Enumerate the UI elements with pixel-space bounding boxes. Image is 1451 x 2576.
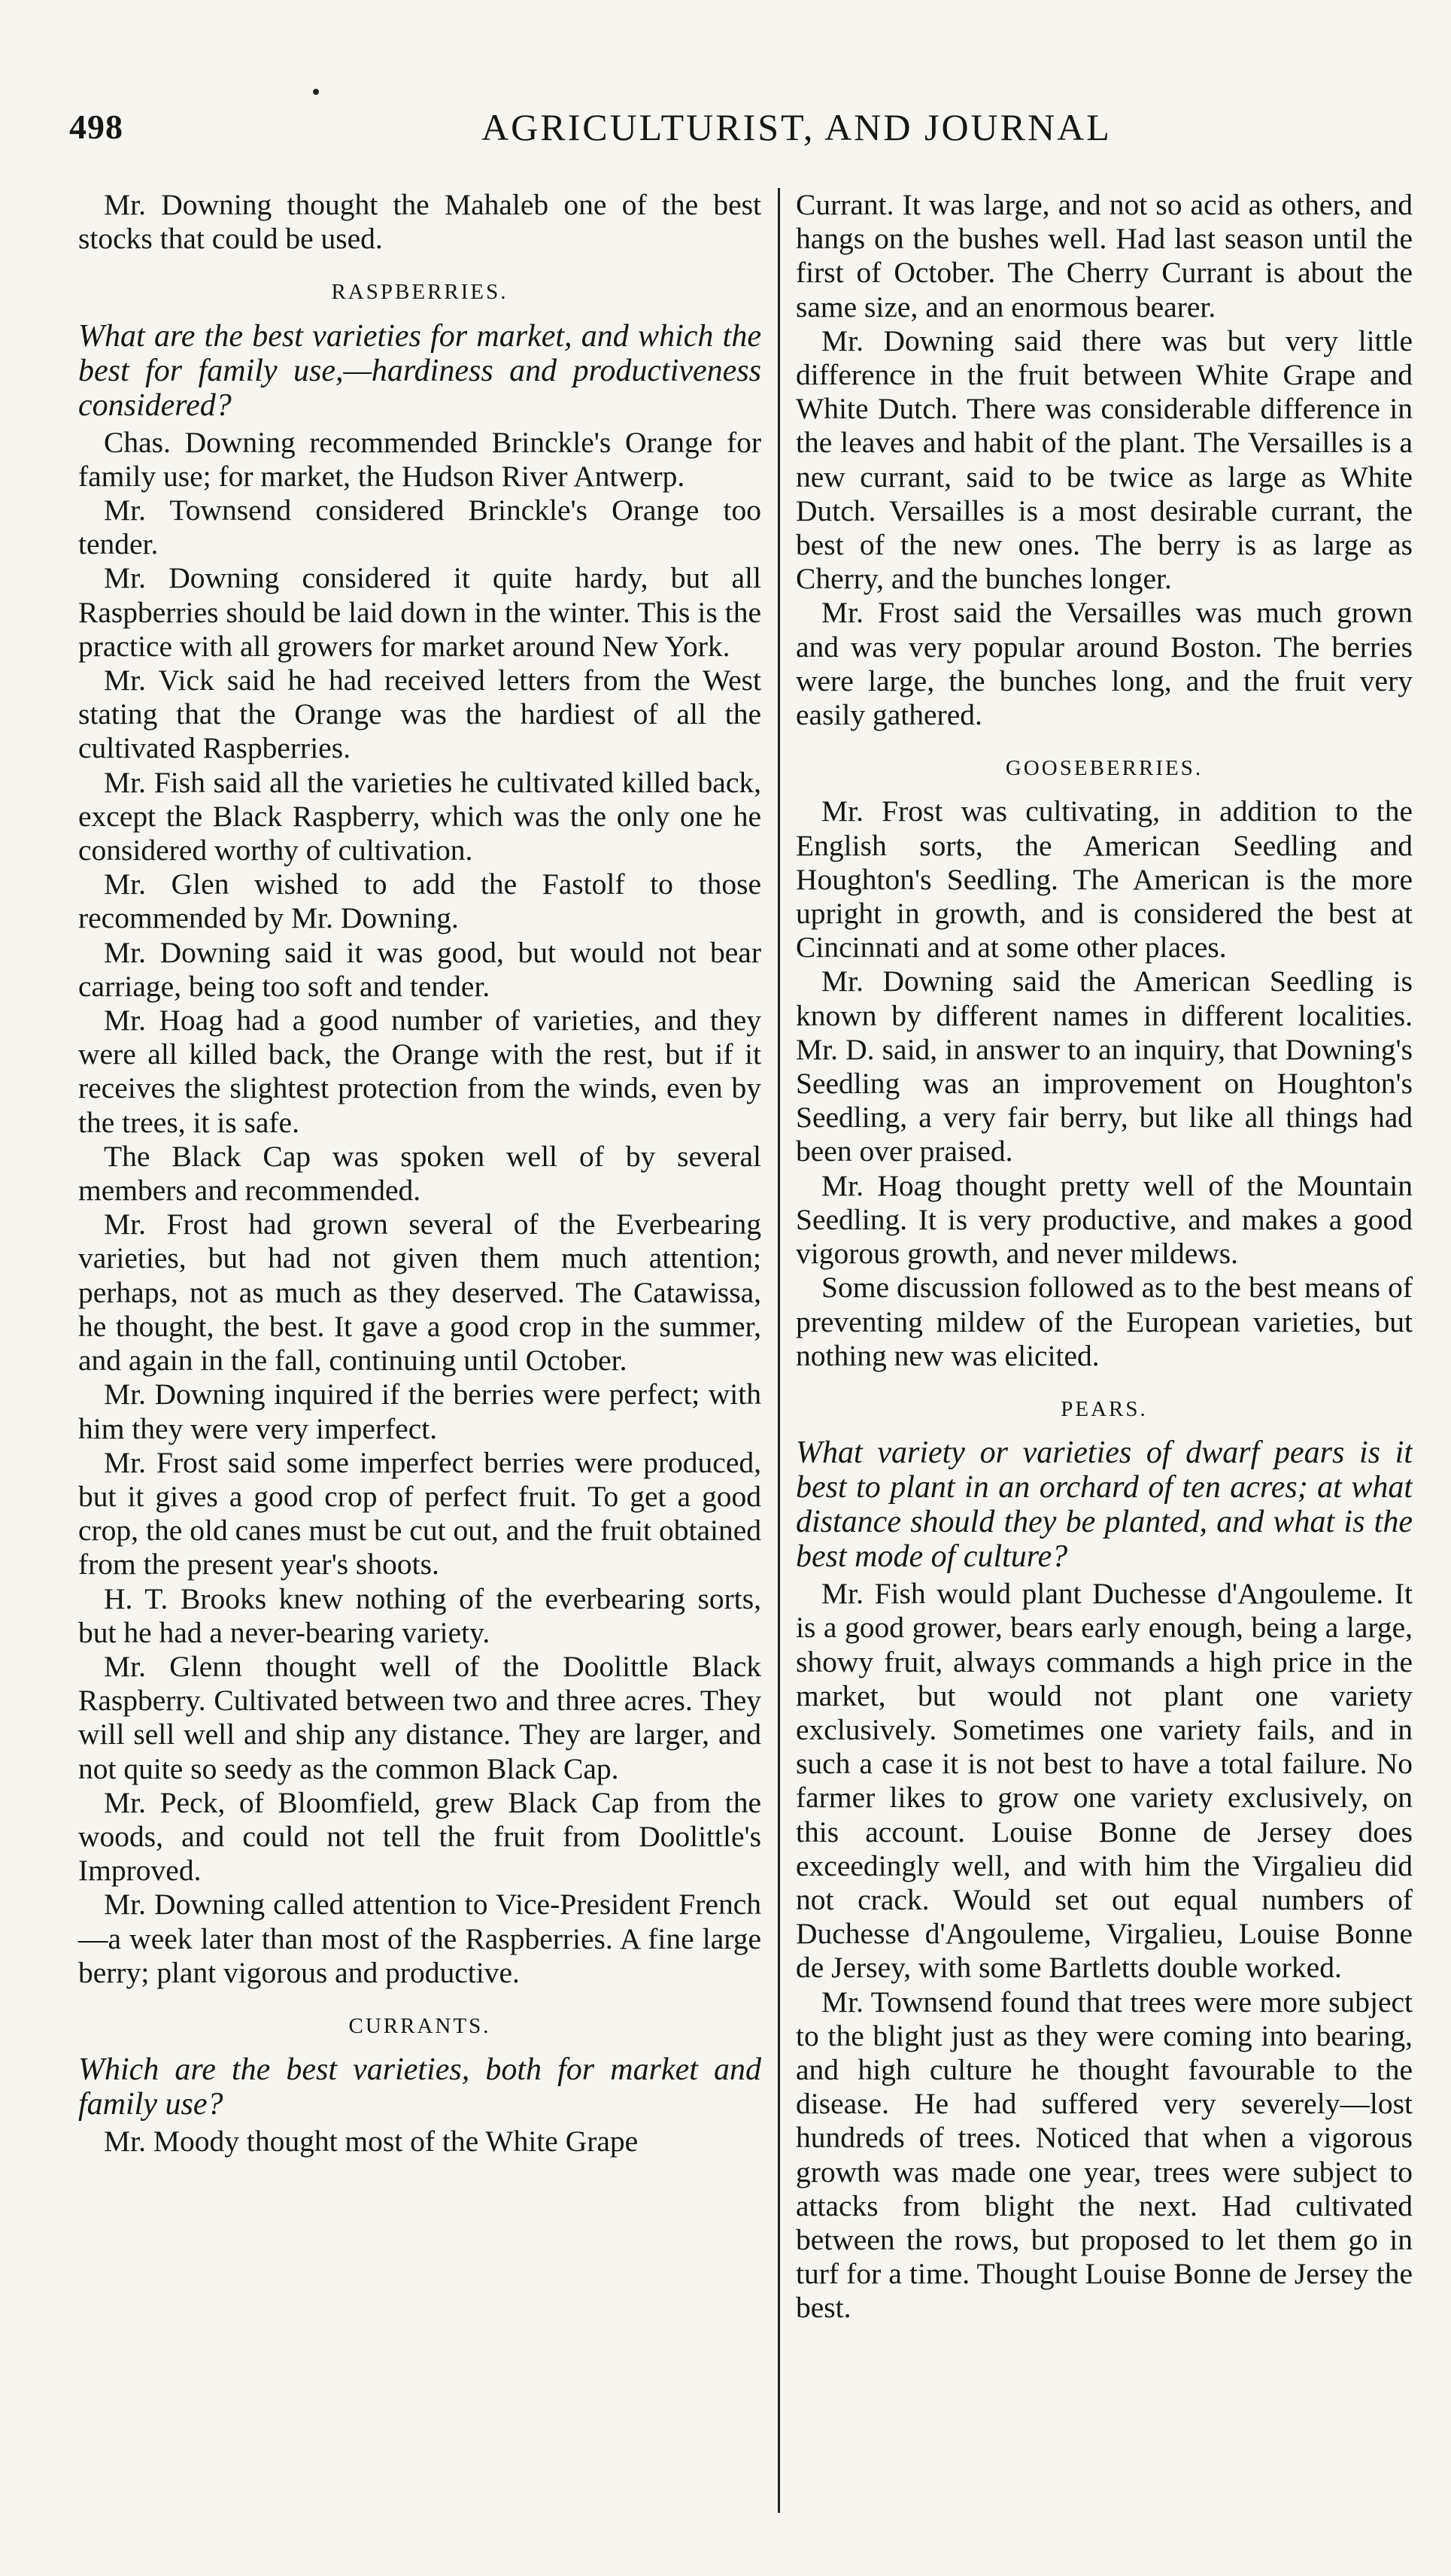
paragraph: Mr. Hoag thought pretty well of the Mountain Seedling. It is very productive, and makes a good vigorous growth, and never mildews. <box>796 1168 1413 1271</box>
paragraph: Mr. Downing said there was but very little difference in the fruit between White Grape and White Dutch. There was considerable difference in the leaves and habit of the plant. The Versailles is a new currant, said to be twice as large as White Dutch. Versailles is a most desirable currant, the best of the new ones. The berry is as large as Cherry, and the bunches longer. <box>796 324 1413 596</box>
paragraph: Some discussion followed as to the best means of preventing mildew of the European varieties, but nothing new was elicited. <box>796 1271 1413 1372</box>
paragraph: Mr. Frost had grown several of the Everbearing varieties, but had not given them much attention; perhaps, not as much as they deserved. The Catawissa, he thought, the best. It gave a good crop in the summer, and again in the fall, continuing until October. <box>78 1208 761 1378</box>
left-column <box>78 188 761 2158</box>
paragraph: Chas. Downing recommended Brinckle's Orange for family use; for market, the Hudson River Antwerp. <box>78 425 761 493</box>
paragraph: Mr. Fish would plant Duchesse d'Angouleme. It is a good grower, bears early enough, being a large, showy fruit, always commands a high price in the market, but would not plant one variety exclusively. Sometimes one variety fails, and in such a case it is not best to have a total failure. No farmer likes to grow one variety exclusively, on this account. Louise Bonne de Jersey does exceedingly well, and with him the Virgalieu did not crack. Would set out equal numbers of Duchesse d'Angouleme, Virgalieu, Louise Bonne de Jersey, with some Bartletts double worked. <box>796 1577 1413 1985</box>
paragraph: Mr. Downing called attention to Vice-President French—a week later than most of the Raspberries. A fine large berry; plant vigorous and productive. <box>78 1888 761 1989</box>
paragraph: Mr. Downing inquired if the berries were perfect; with him they were very imperfect. <box>78 1378 761 1445</box>
paragraph: Mr. Frost was cultivating, in addition to the English sorts, the American Seedling and Houghton's Seedling. The American is the more upright in growth, and is considered the best at Cincinnati and at some other places. <box>796 794 1413 964</box>
paragraph: The Black Cap was spoken well of by several members and recommended. <box>78 1139 761 1208</box>
running-head: AGRICULTURIST, AND JOURNAL <box>481 106 1112 148</box>
page-number: 498 <box>69 108 123 146</box>
section-question: Which are the best varieties, both for market and family use? <box>78 2052 761 2122</box>
paragraph: Mr. Downing said it was good, but would not bear carriage, being too soft and tender. <box>78 935 761 1003</box>
paragraph: Mr. Vick said he had received letters from the West stating that the Orange was the hardiest of all the cultivated Raspberries. <box>78 664 761 765</box>
paragraph: Mr. Glenn thought well of the Doolittle Black Raspberry. Cultivated between two and three acres. They will sell well and ship any distance. They are larger, and not quite so seedy as the common Black Cap. <box>78 1649 761 1785</box>
paragraph: Mr. Glen wished to add the Fastolf to those recommended by Mr. Downing. <box>78 867 761 935</box>
paragraph: Mr. Moody thought most of the White Grape <box>104 2125 639 2158</box>
paragraph: Mr. Hoag had a good number of varieties, and they were all killed back, the Orange with the rest, but if it receives the slightest protection from the winds, even by the trees, it is safe. <box>78 1004 761 1139</box>
section-heading-pears: PEARS. <box>1061 1396 1148 1421</box>
paragraph: Mr. Frost said some imperfect berries were produced, but it gives a good crop of perfect fruit. To get a good crop, the old canes must be cut out, and the fruit obtained from the present year's shoots. <box>78 1445 761 1581</box>
paragraph: Mr. Downing said the American Seedling is known by different names in different localities. Mr. D. said, in answer to an inquiry, that Downing's Seedling was an improvement on Houghton's Seedling, a very fair berry, but like all things had been over praised. <box>796 964 1413 1168</box>
section-heading-currants: CURRANTS. <box>348 2013 491 2038</box>
section-heading-raspberries: RASPBERRIES. <box>331 280 508 305</box>
section-heading-gooseberries: GOOSEBERRIES. <box>1005 756 1204 781</box>
paragraph: Mr. Frost said the Versailles was much grown and was very popular around Boston. The berries were large, the bunches long, and the fruit very easily gathered. <box>796 596 1413 732</box>
paragraph: Currant. It was large, and not so acid as others, and hangs on the bushes well. Had last season until the first of October. The Cherry Currant is about the same size, and an enormous bearer. <box>796 188 1413 324</box>
paragraph: Mr. Fish said all the varieties he cultivated killed back, except the Black Raspberry, which was the only one he considered worthy of cultivation. <box>78 765 761 867</box>
ink-speck <box>313 89 319 95</box>
paragraph: Mr. Townsend considered Brinckle's Orange too tender. <box>78 494 761 561</box>
section-question: What variety or varieties of dwarf pears is it best to plant in an orchard of ten acres; at what distance should they be planted, and what is the best mode of culture? <box>796 1435 1413 1575</box>
paragraph: Mr. Peck, of Bloomfield, grew Black Cap from the woods, and could not tell the fruit from Doolittle's Improved. <box>78 1785 761 1888</box>
column-rule <box>778 188 780 2513</box>
paragraph: Mr. Downing thought the Mahaleb one of the best stocks that could be used. <box>78 188 761 256</box>
right-column <box>796 188 1413 2528</box>
paragraph: H. T. Brooks knew nothing of the everbearing sorts, but he had a never-bearing variety. <box>78 1581 761 1649</box>
section-question: What are the best varieties for market, and which the best for family use,—hardiness and productiveness considered? <box>78 318 761 423</box>
paragraph: Mr. Downing considered it quite hardy, but all Raspberries should be laid down in the winter. This is the practice with all growers for market around New York. <box>78 561 761 663</box>
paragraph: Mr. Townsend found that trees were more subject to the blight just as they were coming into bearing, and high culture he thought favourable to the disease. He had suffered very severely—lost hundreds of trees. Noticed that when a vigorous growth was made one year, trees were subject to attacks from blight the next. Had cultivated between the rows, but proposed to let them go in turf for a time. Thought Louise Bonne de Jersey the best. <box>796 1985 1413 2325</box>
